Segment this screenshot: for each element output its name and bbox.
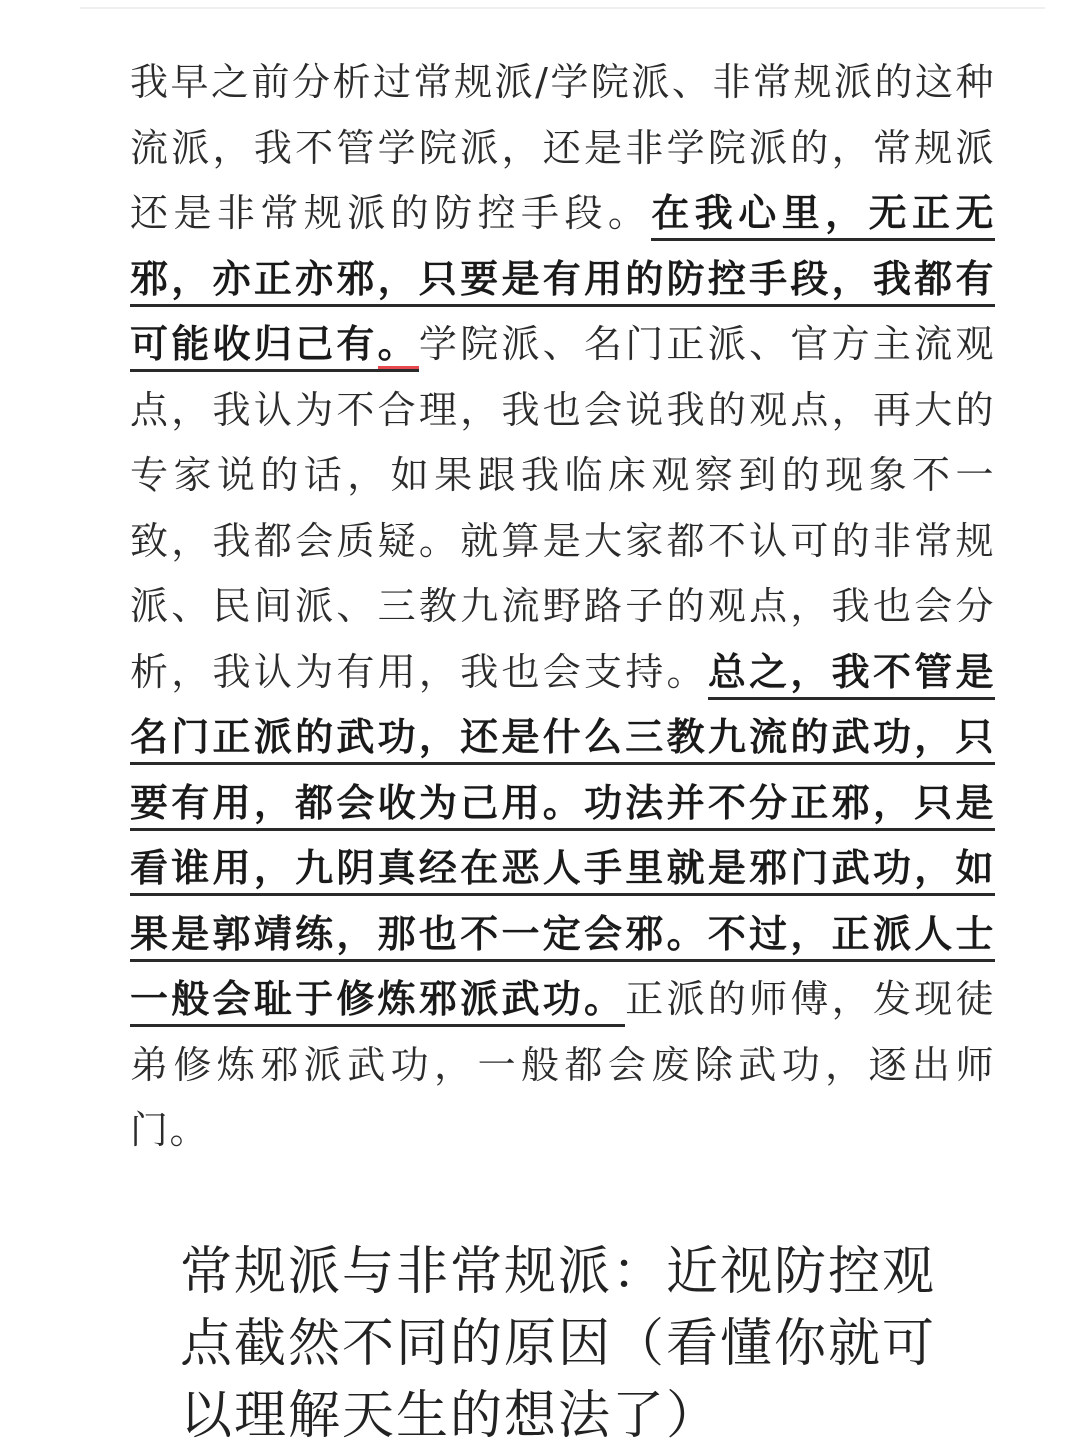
article-body (130, 50, 995, 1164)
highlighted-text-2: 总之，我不管是名门正派的武功，还是什么三教九流的武功，只要有用，都会收为己用。功法并不分正邪，只是看谁用，九阴真经在恶人手里就是邪门武功，如果是郭靖练，那也不一定会邪。不过，正派人士一般会耻于修炼邪派武功。 (130, 650, 995, 1028)
related-article-title[interactable]: 常规派与非常规派：近视防控观点截然不同的原因（看懂你就可以理解天生的想法了） (180, 1242, 937, 1446)
article-text-3: 正派的师傅，发现徒弟修炼邪派武功，一般都会废除武功，逐出师门。 (130, 977, 995, 1152)
article-text-1: 我早之前分析过常规派/学院派、非常规派的这种流派，我不管学院派，还是非学院派的，常规派还是非常规派的防控手段。 (130, 60, 995, 235)
top-divider (80, 7, 1045, 9)
highlighted-text-1-end: 。 (378, 322, 419, 369)
article-text-2: 学院派、名门正派、官方主流观点，我认为不合理，我也会说我的观点，再大的专家说的话，如果跟我临床观察到的现象不一致，我都会质疑。就算是大家都不认可的非常规派、民间派、三教九流野路子的观点，我也会分析，我认为有用，我也会支持。 (130, 322, 995, 694)
highlighted-text-1-main: 在我心里，无正无邪，亦正亦邪，只要是有用的防控手段，我都有可能收归己有 (130, 191, 995, 366)
